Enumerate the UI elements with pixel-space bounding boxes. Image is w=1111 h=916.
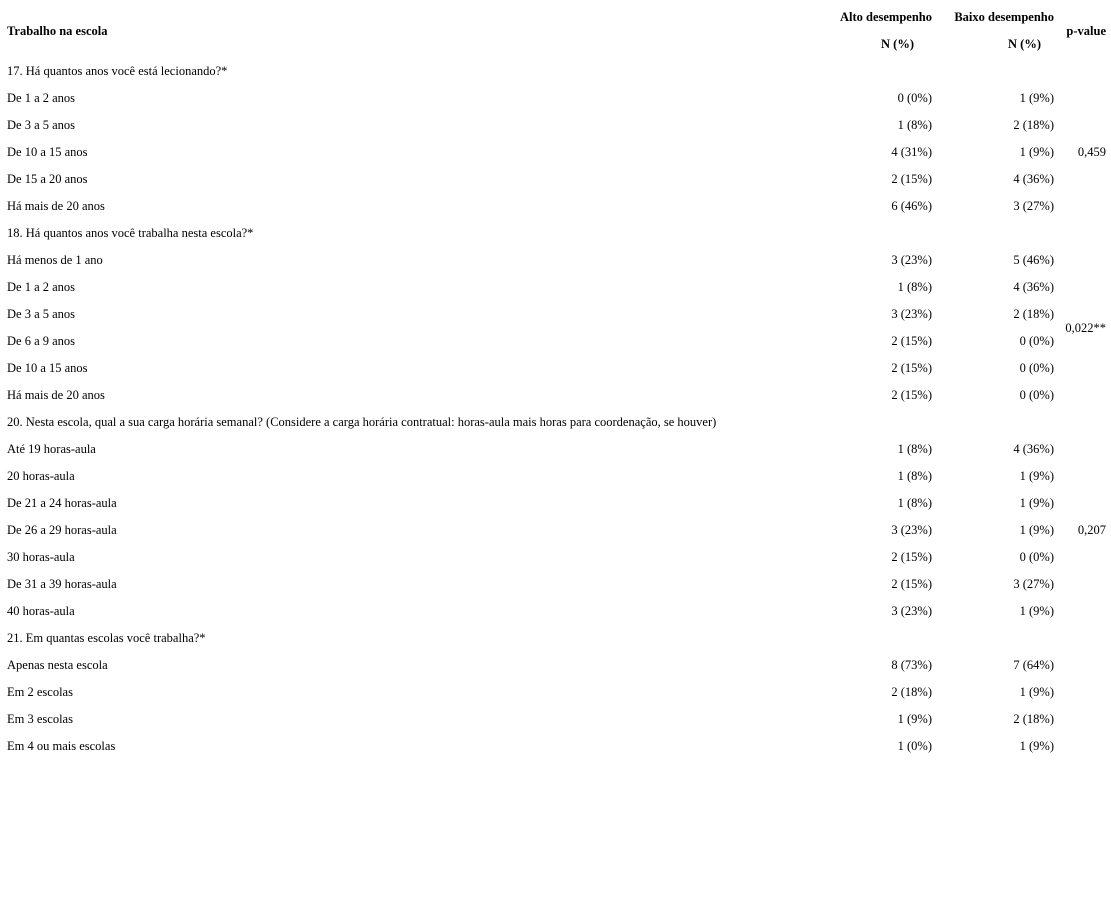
baixo-desempenho-value: 0 (0%) — [1019, 550, 1054, 564]
answer-label: Em 4 ou mais escolas — [7, 739, 116, 753]
answer-label: De 3 a 5 anos — [7, 307, 76, 321]
p-value-header: p-value — [1066, 23, 1106, 38]
answer-row — [5, 301, 1106, 328]
answer-label: Há mais de 20 anos — [7, 199, 105, 213]
baixo-desempenho-header: Baixo desempenho — [954, 10, 1054, 24]
answer-row — [5, 139, 1106, 166]
question-text: 20. Nesta escola, qual a sua carga horária semanal? (Considere a carga horária contratual: horas-aula mais horas para coordenação, se houver) — [7, 415, 717, 429]
alto-desempenho-value: 8 (73%) — [891, 658, 932, 672]
p-value — [1056, 652, 1106, 760]
p-value: 0,022** — [1065, 320, 1106, 335]
answer-label: De 6 a 9 anos — [7, 334, 76, 348]
alto-desempenho-value: 1 (8%) — [897, 442, 932, 456]
answer-row — [5, 247, 1106, 274]
answer-row — [5, 193, 1106, 220]
baixo-n-pct-header: N (%) — [1008, 37, 1041, 51]
alto-n-pct-header: N (%) — [881, 37, 914, 51]
baixo-desempenho-value: 2 (18%) — [1013, 118, 1054, 132]
answer-row — [5, 679, 1106, 706]
answer-label: Apenas nesta escola — [7, 658, 108, 672]
p-value: 0,207 — [1077, 523, 1106, 537]
answer-row — [5, 382, 1106, 409]
alto-desempenho-value: 4 (31%) — [891, 145, 932, 159]
answer-row — [5, 598, 1106, 625]
answer-row — [5, 274, 1106, 301]
alto-desempenho-value: 0 (0%) — [897, 91, 932, 105]
results-table-container — [5, 4, 1106, 760]
alto-desempenho-value: 2 (15%) — [891, 577, 932, 591]
answer-label: De 26 a 29 horas-aula — [7, 523, 117, 537]
baixo-desempenho-value: 4 (36%) — [1013, 442, 1054, 456]
alto-desempenho-value: 2 (15%) — [891, 361, 932, 375]
alto-desempenho-value: 3 (23%) — [891, 604, 932, 618]
answer-label: 40 horas-aula — [7, 604, 75, 618]
alto-desempenho-value: 3 (23%) — [891, 523, 932, 537]
baixo-desempenho-value: 3 (27%) — [1013, 199, 1054, 213]
answer-row — [5, 463, 1106, 490]
answer-label: De 21 a 24 horas-aula — [7, 496, 117, 510]
table-body — [5, 58, 1106, 760]
header-row-1 — [5, 4, 1106, 31]
alto-desempenho-value: 2 (15%) — [891, 388, 932, 402]
answer-row — [5, 517, 1106, 544]
answer-label: De 1 a 2 anos — [7, 280, 76, 294]
answer-label: De 15 a 20 anos — [7, 172, 88, 186]
alto-desempenho-value: 1 (9%) — [897, 712, 932, 726]
answer-row — [5, 436, 1106, 463]
baixo-desempenho-value: 1 (9%) — [1019, 91, 1054, 105]
p-value: 0,459 — [1077, 145, 1106, 159]
baixo-desempenho-value: 4 (36%) — [1013, 172, 1054, 186]
baixo-desempenho-value: 2 (18%) — [1013, 307, 1054, 321]
alto-desempenho-value: 6 (46%) — [891, 199, 932, 213]
question-row — [5, 58, 1106, 85]
answer-row — [5, 544, 1106, 571]
alto-desempenho-value: 1 (8%) — [897, 469, 932, 483]
alto-desempenho-value: 2 (15%) — [891, 172, 932, 186]
question-text: 18. Há quantos anos você trabalha nesta escola?* — [7, 226, 254, 240]
answer-row — [5, 328, 1106, 355]
baixo-desempenho-value: 0 (0%) — [1019, 388, 1054, 402]
alto-desempenho-value: 1 (8%) — [897, 280, 932, 294]
question-text: 21. Em quantas escolas você trabalha?* — [7, 631, 206, 645]
answer-label: 30 horas-aula — [7, 550, 75, 564]
answer-label: De 10 a 15 anos — [7, 145, 88, 159]
answer-row — [5, 652, 1106, 679]
question-text: 17. Há quantos anos você está lecionando?* — [7, 64, 228, 78]
baixo-desempenho-value: 1 (9%) — [1019, 523, 1054, 537]
alto-desempenho-value: 1 (8%) — [897, 496, 932, 510]
results-table — [5, 4, 1106, 760]
baixo-desempenho-value: 1 (9%) — [1019, 145, 1054, 159]
alto-desempenho-value: 2 (15%) — [891, 550, 932, 564]
baixo-desempenho-value: 1 (9%) — [1019, 685, 1054, 699]
table-header — [5, 4, 1106, 58]
answer-label: De 31 a 39 horas-aula — [7, 577, 117, 591]
alto-desempenho-header: Alto desempenho — [839, 10, 932, 24]
baixo-desempenho-value: 5 (46%) — [1013, 253, 1054, 267]
baixo-desempenho-value: 4 (36%) — [1013, 280, 1054, 294]
baixo-desempenho-value: 7 (64%) — [1013, 658, 1054, 672]
answer-row — [5, 112, 1106, 139]
baixo-desempenho-value: 1 (9%) — [1019, 496, 1054, 510]
answer-label: Há mais de 20 anos — [7, 388, 105, 402]
answer-row — [5, 706, 1106, 733]
alto-desempenho-value: 1 (8%) — [897, 118, 932, 132]
baixo-desempenho-value: 3 (27%) — [1013, 577, 1054, 591]
baixo-desempenho-value: 1 (9%) — [1019, 739, 1054, 753]
alto-desempenho-value: 1 (0%) — [897, 739, 932, 753]
answer-row — [5, 85, 1106, 112]
answer-row — [5, 166, 1106, 193]
baixo-desempenho-value: 0 (0%) — [1019, 361, 1054, 375]
question-row — [5, 409, 1106, 436]
baixo-desempenho-value: 1 (9%) — [1019, 604, 1054, 618]
answer-label: De 3 a 5 anos — [7, 118, 76, 132]
question-row — [5, 625, 1106, 652]
answer-row — [5, 733, 1106, 760]
baixo-desempenho-value: 0 (0%) — [1019, 334, 1054, 348]
alto-desempenho-value: 2 (15%) — [891, 334, 932, 348]
answer-label: 20 horas-aula — [7, 469, 75, 483]
answer-label: Até 19 horas-aula — [7, 442, 96, 456]
baixo-desempenho-value: 1 (9%) — [1019, 469, 1054, 483]
answer-label: Há menos de 1 ano — [7, 253, 103, 267]
answer-label: Em 2 escolas — [7, 685, 73, 699]
baixo-desempenho-value: 2 (18%) — [1013, 712, 1054, 726]
alto-desempenho-value: 2 (18%) — [891, 685, 932, 699]
answer-label: Em 3 escolas — [7, 712, 73, 726]
answer-label: De 10 a 15 anos — [7, 361, 88, 375]
alto-desempenho-value: 3 (23%) — [891, 253, 932, 267]
question-row — [5, 220, 1106, 247]
answer-row — [5, 571, 1106, 598]
answer-row — [5, 355, 1106, 382]
answer-row — [5, 490, 1106, 517]
table-title: Trabalho na escola — [7, 23, 108, 38]
answer-label: De 1 a 2 anos — [7, 91, 76, 105]
alto-desempenho-value: 3 (23%) — [891, 307, 932, 321]
